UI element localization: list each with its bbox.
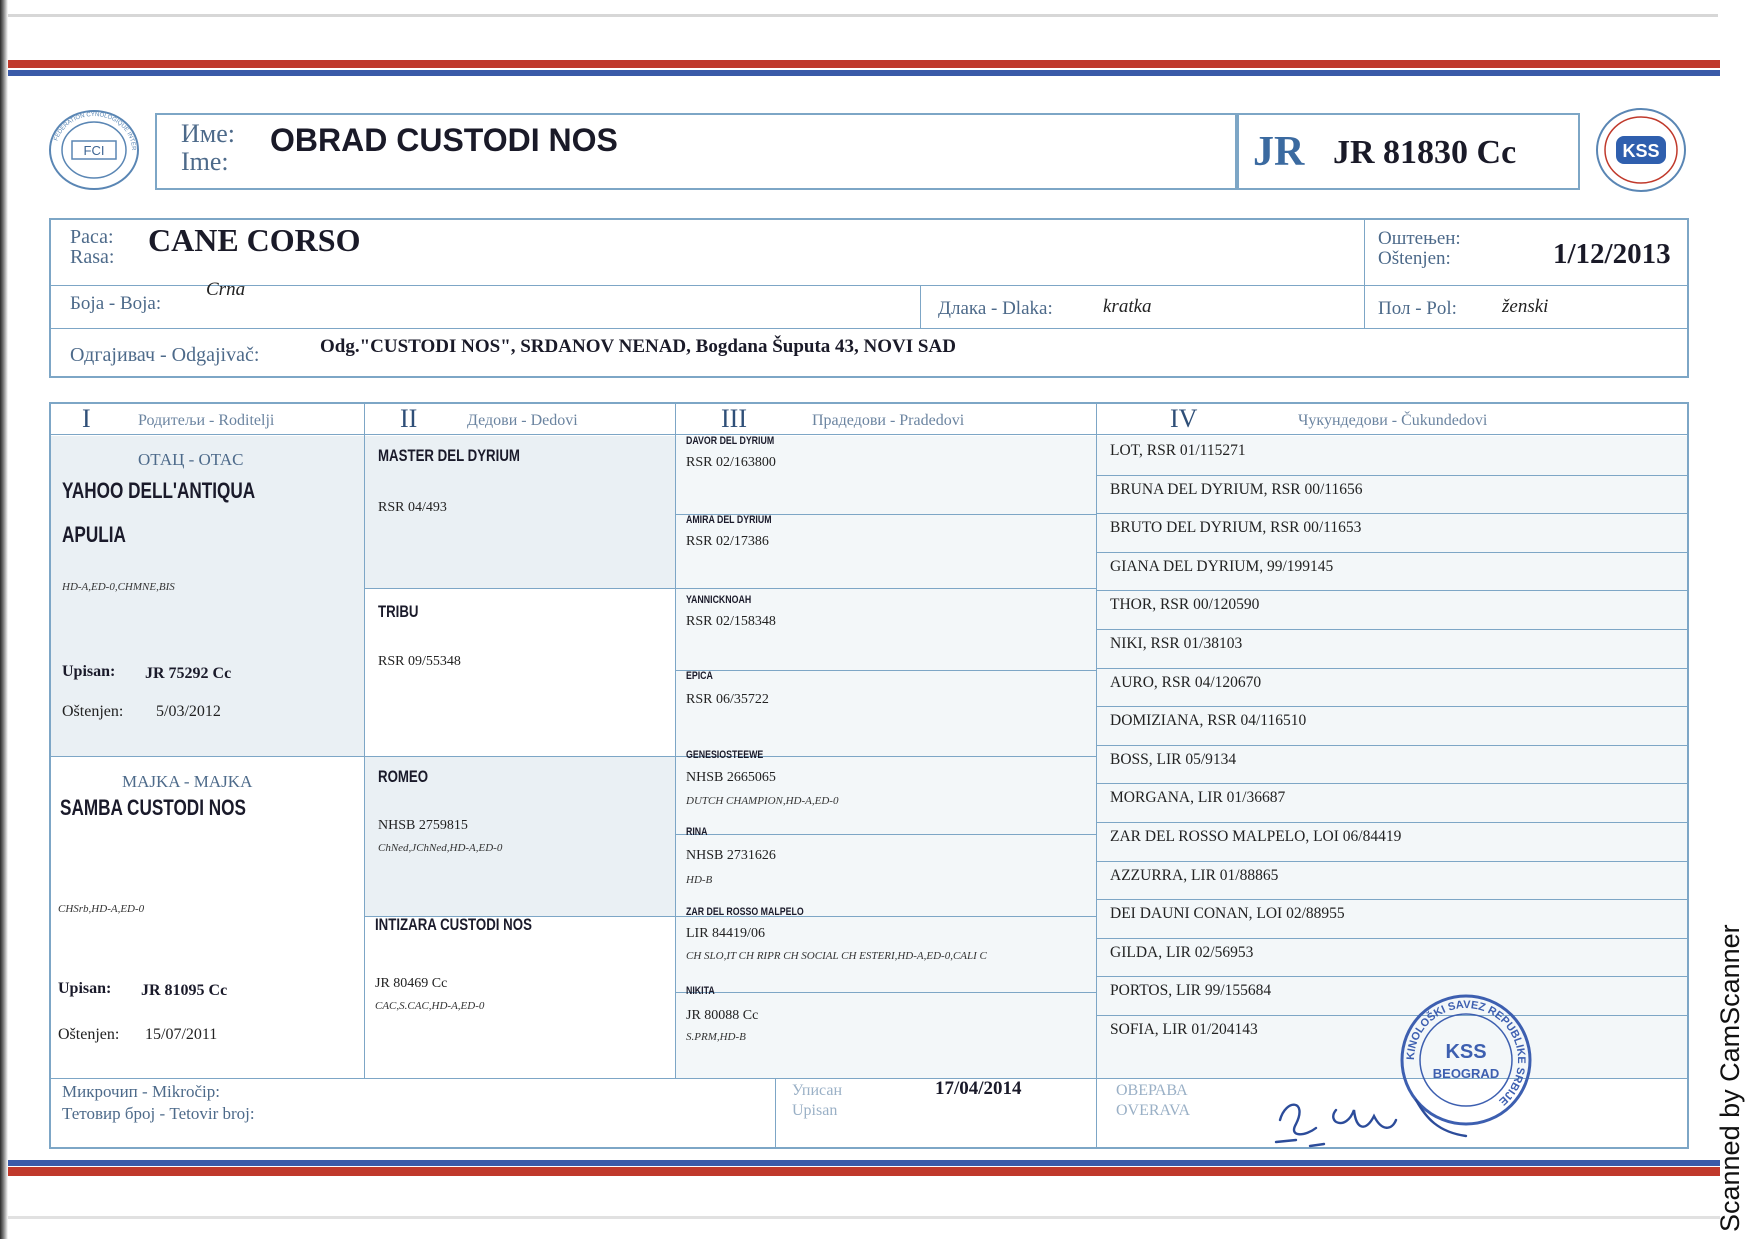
fci-logo [46,108,142,192]
sex-value: ženski [1502,296,1549,317]
col-numeral-4: IV [1170,404,1198,433]
gggp-row-divider [1096,976,1689,977]
bottom-red-stripe [8,1167,1720,1176]
col-numeral-1: I [82,404,91,433]
info-divider-2 [49,328,1689,329]
sire-upisan-label: Upisan: [62,663,116,680]
ggp-name-2: AMIRA DEL DYRIUM [686,514,772,526]
gggp-entry: ZAR DEL ROSSO MALPELO, LOI 06/84419 [1110,828,1402,845]
gggp-row-divider [1096,668,1689,669]
gggp-entry: AURO, RSR 04/120670 [1110,674,1262,691]
ggp-reg-7: LIR 84419/06 [686,926,765,941]
ggp-titles-7: CH SLO,IT CH RIPR CH SOCIAL CH ESTERI,HD-A,ED-0,CALI C [686,950,987,962]
sex-label: Пол - Pol: [1378,298,1457,319]
info-divider-1 [49,285,1689,286]
ggp-name-3: YANNICKNOAH [686,594,752,606]
col-numeral-3: III [721,404,747,433]
gggp-row-divider [1096,590,1689,591]
ggp-div-7 [675,992,1096,993]
name-label-lat: Ime: [181,147,229,176]
scan-bottom-edge [8,1216,1720,1219]
ggp-reg-5: NHSB 2665065 [686,770,776,785]
gp-titles-4: CAC,S.CAC,HD-A,ED-0 [375,1000,485,1012]
info-vdiv-1 [1364,218,1365,328]
gggp-entry: DOMIZIANA, RSR 04/116510 [1110,712,1307,729]
verification-label-cyr: ОВЕРАВА [1116,1082,1188,1099]
ggp-titles-5: DUTCH CHAMPION,HD-A,ED-0 [686,795,839,807]
whelped-value: 1/12/2013 [1553,238,1671,270]
gp-name-3: ROMEO [378,767,429,786]
gggp-entry: AZZURRA, LIR 01/88865 [1110,867,1279,884]
coat-value: kratka [1103,296,1152,317]
gggp-entry: BOSS, LIR 05/9134 [1110,751,1237,768]
ggp-div-5 [675,834,1096,835]
scan-edge-shadow [0,0,8,1239]
breeder-value: Odg."CUSTODI NOS", SRDANOV NENAD, Bogdana Šuputa 43, NOVI SAD [320,336,956,357]
gggp-entry: NIKI, RSR 01/38103 [1110,635,1243,652]
gggp-row-divider [1096,629,1689,630]
gp-div-1 [364,588,1096,589]
ggp-name-7: ZAR DEL ROSSO MALPELO [686,906,804,918]
gggp-row-divider [1096,475,1689,476]
bottom-blue-stripe [8,1160,1720,1166]
dam-upisan-value: JR 81095 Cc [141,982,228,999]
breed-value: CANE CORSO [148,222,361,258]
gp-name-2: TRIBU [378,602,419,621]
gggp-row-divider [1096,899,1689,900]
sire-ostenjen-label: Oštenjen: [62,703,124,720]
sire-name-line1: YAHOO DELL'ANTIQUA [62,478,256,503]
top-red-stripe [8,60,1720,68]
gggp-entry: SOFIA, LIR 01/204143 [1110,1021,1258,1038]
gp-reg-1: RSR 04/493 [378,500,447,515]
sire-ostenjen-value: 5/03/2012 [156,703,221,720]
gggp-entry: DEI DAUNI CONAN, LOI 02/88955 [1110,905,1345,922]
gp-name-4: INTIZARA CUSTODI NOS [375,915,532,934]
reg-number: JR 81830 Cc [1333,134,1517,171]
gggp-row-divider [1096,706,1689,707]
gp-reg-3: NHSB 2759815 [378,818,468,833]
name-label-cyr: Име: [181,119,235,148]
ggp-name-8: NIKITA [686,985,715,997]
scan-top-edge [8,14,1718,17]
stamp-ring-text: KINOLOŠKI SAVEZ REPUBLIKE SRBIJE [1404,998,1528,1108]
ggp-titles-8: S.PRM,HD-B [686,1031,746,1043]
gp-titles-3: ChNed,JChNed,HD-A,ED-0 [378,842,503,854]
col-label-2: Дедови - Dedovi [467,412,578,429]
stamp-center-2: BEOGRAD [1432,1066,1500,1081]
ggp-reg-1: RSR 02/163800 [686,455,776,470]
col-numeral-2: II [400,404,418,433]
gggp-entry: BRUTO DEL DYRIUM, RSR 00/11653 [1110,519,1362,536]
top-blue-stripe [8,70,1720,76]
col-label-3: Прадедови - Pradedovi [812,412,965,429]
breed-label-lat: Rasa: [70,246,115,268]
sire-upisan-value: JR 75292 Cc [145,665,232,682]
dam-title: MAJKA - MAJKA [122,772,253,791]
footer-div-1 [775,1078,776,1149]
signature [1266,1080,1506,1160]
ggp-div-3 [675,670,1096,671]
ggp-name-6: RINA [686,826,708,838]
gggp-entry: GILDA, LIR 02/56953 [1110,944,1254,961]
whelped-label-cyr: Оштењен: [1378,228,1461,249]
gp-name-1: MASTER DEL DYRIUM [378,446,520,465]
gggp-entry: GIANA DEL DYRIUM, 99/199145 [1110,558,1334,575]
gggp-entry: LOT, RSR 01/115271 [1110,442,1246,459]
ggp-reg-3: RSR 02/158348 [686,614,776,629]
gp-reg-2: RSR 09/55348 [378,654,461,669]
gggp-entry: PORTOS, LIR 99/155684 [1110,982,1272,999]
dam-ostenjen-value: 15/07/2011 [145,1026,218,1043]
gggp-entry: BRUNA DEL DYRIUM, RSR 00/11656 [1110,481,1363,498]
coat-label: Длака - Dlaka: [938,298,1053,319]
registered-label-lat: Upisan [792,1102,838,1119]
dam-titles: CHSrb,HD-A,ED-0 [58,903,145,915]
color-label: Боја - Boja: [70,293,162,314]
verification-label-lat: OVERAVA [1116,1102,1191,1119]
fci-logo-text: FCI [83,143,105,158]
kss-logo-text: KSS [1622,141,1660,161]
breeder-label: Одгајивач - Odgajivač: [70,344,260,366]
dam-name: SAMBA CUSTODI NOS [60,795,246,820]
gggp-row-divider [1096,513,1689,514]
sire-titles: HD-A,ED-0,CHMNE,BIS [62,581,175,593]
ggp-name-1: DAVOR DEL DYRIUM [686,435,775,447]
ggp-name-5: GENESIOSTEEWE [686,749,764,761]
sire-name-line2: APULIA [62,522,126,547]
gggp-row-divider [1096,822,1689,823]
microchip-label: Микрочип - Mikročip: [62,1082,220,1101]
info-vdiv-2 [920,285,921,328]
gggp-row-divider [1096,861,1689,862]
gggp-row-divider [1096,552,1689,553]
color-value: Crna [206,279,246,300]
stamp-center-1: KSS [1445,1041,1487,1063]
gggp-entry: THOR, RSR 00/120590 [1110,596,1260,613]
gggp-row-divider [1096,745,1689,746]
pedigree-header-line [49,434,1689,435]
gggp-row-divider [1096,783,1689,784]
gggp-row-divider [1096,1015,1689,1016]
sire-title: ОТАЦ - OTAC [138,450,244,469]
col-label-4: Чукундедови - Čukundedovi [1298,412,1488,429]
ggp-reg-4: RSR 06/35722 [686,692,769,707]
camscanner-watermark: Scanned by CamScanner [1715,924,1745,1232]
whelped-label-lat: Oštenjen: [1378,248,1451,269]
ggp-reg-6: NHSB 2731626 [686,848,776,863]
breed-label-cyr: Раса: [70,226,114,248]
ggp-reg-8: JR 80088 Cc [686,1008,759,1023]
gggp-row-divider [1096,938,1689,939]
svg-text:FEDERATION CYNOLOGIQUE INTERNA: FEDERATION CYNOLOGIQUE INTER [53,111,137,151]
registered-date: 17/04/2014 [935,1078,1022,1099]
dam-upisan-label: Upisan: [58,980,112,997]
kss-logo [1594,106,1688,194]
parent-divider [49,756,1096,757]
reg-prefix: JR [1253,129,1305,175]
gp-reg-4: JR 80469 Cc [375,976,448,991]
gggp-entry: MORGANA, LIR 01/36687 [1110,789,1286,806]
registered-label-cyr: Уписан [792,1082,843,1099]
col-label-1: Родитељи - Roditelji [138,412,275,429]
dam-ostenjen-label: Oštenjen: [58,1026,120,1043]
ggp-name-4: EPICA [686,670,713,682]
ggp-reg-2: RSR 02/17386 [686,534,769,549]
tattoo-label: Тетовир број - Tetovir broj: [62,1104,255,1123]
dog-name: OBRAD CUSTODI NOS [270,122,618,158]
ggp-titles-6: HD-B [686,874,713,886]
